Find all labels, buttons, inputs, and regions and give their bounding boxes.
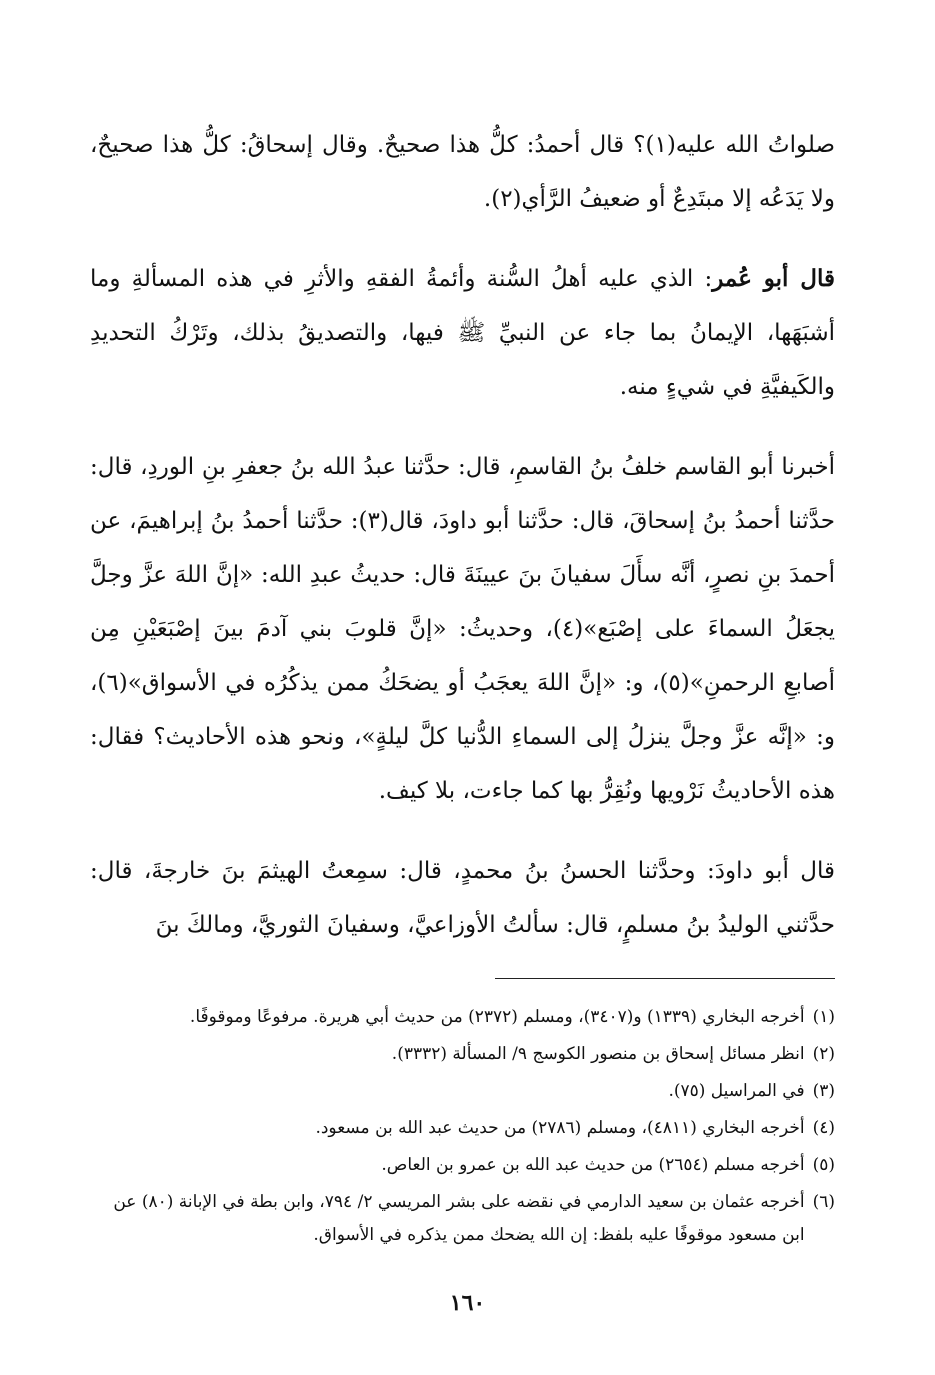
footnote-5 — [90, 1149, 835, 1182]
paragraph-3 — [90, 440, 835, 818]
footnote-6 — [90, 1186, 835, 1252]
footnote-text: أخرجه البخاري (١٣٣٩) و(٣٤٠٧)، ومسلم (٢٣٧٢) من حديث أبي هريرة. مرفوعًا وموقوفًا. — [189, 1007, 805, 1027]
footnote-2 — [90, 1038, 835, 1071]
paragraph-text: قال أبو داودَ: وحدَّثنا الحسنُ بنُ محمدٍ، قال: سمِعتُ الهيثمَ بنَ خارجةَ، قال: حدَّثني الوليدُ بنُ مسلمٍ، قال: سألتُ الأوزاعيَّ، وسفيانَ الثوريَّ، ومالكَ بنَ — [90, 858, 835, 938]
footnote-text: في المراسيل (٧٥). — [668, 1081, 805, 1101]
paragraph-lead: قال أبو عُمر — [712, 265, 835, 292]
footnote-number: (٣) — [812, 1081, 835, 1101]
footnote-3 — [90, 1075, 835, 1108]
footnote-text: أخرجه مسلم (٢٦٥٤) من حديث عبد الله بن عمرو بن العاص. — [381, 1155, 805, 1175]
page-number: ١٦٠ — [449, 1290, 486, 1316]
footnotes — [90, 1001, 835, 1252]
footnote-number: (٤) — [812, 1118, 835, 1138]
footnote-text: انظر مسائل إسحاق بن منصور الكوسج ٩/ المسألة (٣٣٣٢). — [391, 1044, 805, 1064]
footnote-number: (٢) — [812, 1044, 835, 1064]
paragraph-2 — [90, 252, 835, 414]
footnote-text: أخرجه عثمان بن سعيد الدارمي في نقضه على بشر المريسي ٢/ ٧٩٤، وابن بطة في الإبانة (٨٠) عن ابن مسعود موقوفًا عليه بلفظ: إن الله يضحك ممن يذكره في الأسواق. — [113, 1192, 805, 1245]
footnote-1 — [90, 1001, 835, 1034]
footnote-number: (٥) — [812, 1155, 835, 1175]
paragraph-text: أخبرنا أبو القاسم خلفُ بنُ القاسمِ، قال: حدَّثنا عبدُ الله بنُ جعفرِ بنِ الوردِ، قال: حدَّثنا أحمدُ بنُ إسحاقَ، قال: حدَّثنا أبو داودَ، قال(٣): حدَّثنا أحمدُ بنُ إبراهيمَ، عن أحمدَ بنِ نصرٍ، أنَّه سأَلَ سفيانَ بنَ عيينَةَ قال: حديثُ عبدِ الله: «إنَّ اللهَ عزَّ وجلَّ يجعَلُ السماءَ على إصْبَع»(٤)، وحديثُ: «إنَّ قلوبَ بني آدمَ بينَ إصْبَعَيْنِ مِن أصابعِ الرحمنِ»(٥)، و: «إنَّ اللهَ يعجَبُ أو يضحَكُ ممن يذكُرُه في الأسواق»(٦)، و: «إنَّه عزَّ وجلَّ ينزلُ إلى السماءِ الدُّنيا كلَّ ليلةٍ»، ونحو هذه الأحاديث؟ فقال: هذه الأحاديثُ نَرْويها ونُقِرُّ بها كما جاءت، بلا كيف. — [90, 454, 835, 804]
footnote-number: (١) — [812, 1007, 835, 1027]
paragraph-text: صلواتُ الله عليه(١)؟ قال أحمدُ: كلُّ هذا صحيحٌ. وقال إسحاقُ: كلُّ هذا صحيحٌ، ولا يَدَعُه إلا مبتَدِعٌ أو ضعيفُ الرَّأي(٢). — [90, 132, 835, 212]
footnote-text: أخرجه البخاري (٤٨١١)، ومسلم (٢٧٨٦) من حديث عبد الله بن مسعود. — [315, 1118, 805, 1138]
footnote-separator — [495, 978, 835, 979]
footnote-4 — [90, 1112, 835, 1145]
footnote-number: (٦) — [812, 1192, 835, 1212]
paragraph-text: : الذي عليه أهلُ السُّنة وأئمةُ الفقهِ والأثرِ في هذه المسألةِ وما أشبَهَها، الإيمانُ بما جاء عن النبيِّ ﷺ فيها، والتصديقُ بذلك، وتَرْكُ التحديدِ والكَيفيَّةِ في شيءٍ منه. — [90, 266, 835, 400]
main-text — [90, 118, 835, 952]
paragraph-4 — [90, 844, 835, 952]
paragraph-1 — [90, 118, 835, 226]
